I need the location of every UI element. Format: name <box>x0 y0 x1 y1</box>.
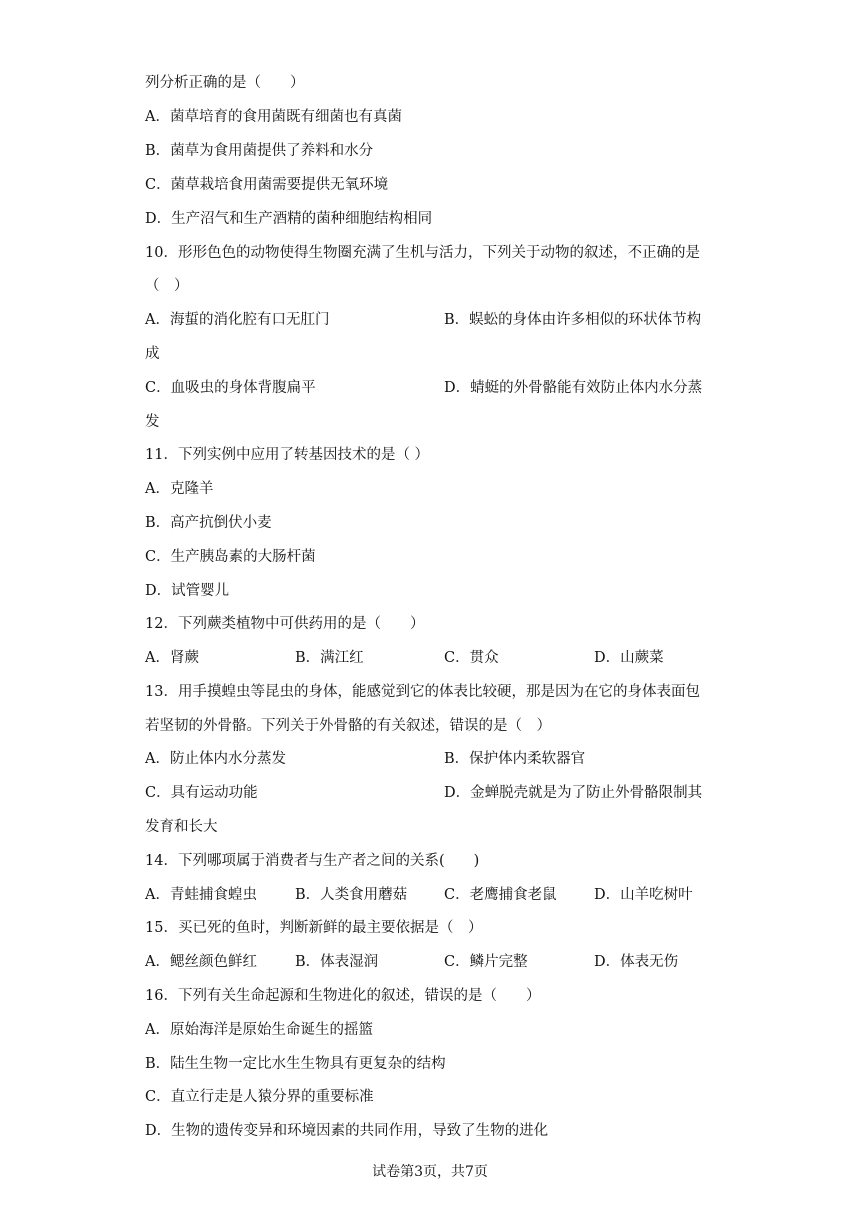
q10-option-c: C．血吸虫的身体背腹扁平 <box>145 380 316 396</box>
q16-option-b: B．陆生生物一定比水生生物具有更复杂的结构 <box>145 1056 446 1072</box>
q15-stem: 15．买已死的鱼时，判断新鲜的最主要依据是（ ） <box>145 920 483 936</box>
q12-stem: 12．下列蕨类植物中可供药用的是（ ） <box>145 616 425 632</box>
q11-option-a: A．克隆羊 <box>145 481 214 497</box>
q9-option-d: D．生产沼气和生产酒精的菌种细胞结构相同 <box>145 211 433 227</box>
q14-option-a: A．青蛙捕食蝗虫 <box>145 887 257 903</box>
q9-option-a: A．菌草培育的食用菌既有细菌也有真菌 <box>145 109 402 125</box>
q12-option-d: D．山蕨菜 <box>594 650 664 666</box>
q10-stem-line1: 10．形形色色的动物使得生物圈充满了生机与活力，下列关于动物的叙述，不正确的是 <box>145 245 700 261</box>
q11-option-d: D．试管婴儿 <box>145 583 230 599</box>
q15-option-c: C．鳞片完整 <box>444 954 528 970</box>
q14-option-b: B．人类食用蘑菇 <box>295 887 408 903</box>
q13-option-d-line2: 发育和长大 <box>145 819 218 835</box>
q11-option-c: C．生产胰岛素的大肠杆菌 <box>145 549 316 565</box>
q14-option-d: D．山羊吃树叶 <box>594 887 693 903</box>
q12-option-b: B．满江红 <box>295 650 364 666</box>
q15-option-b: B．体表湿润 <box>295 954 379 970</box>
q13-stem-line1: 13．用手摸蝗虫等昆虫的身体，能感觉到它的体表比较硬，那是因为在它的身体表面包 <box>145 684 700 700</box>
q15-option-d: D．体表无伤 <box>594 954 679 970</box>
q13-option-a: A．防止体内水分蒸发 <box>145 751 286 767</box>
q10-option-d-line2: 发 <box>145 414 160 430</box>
q16-option-d: D．生物的遗传变异和环境因素的共同作用，导致了生物的进化 <box>145 1123 549 1139</box>
q16-stem: 16．下列有关生命起源和生物进化的叙述，错误的是（ ） <box>145 988 541 1004</box>
q9-option-c: C．菌草栽培食用菌需要提供无氧环境 <box>145 177 389 193</box>
q13-option-d-line1: D．金蝉脱壳就是为了防止外骨骼限制其 <box>444 785 703 801</box>
q15-option-a: A．鳃丝颜色鲜红 <box>145 954 257 970</box>
q12-option-a: A．肾蕨 <box>145 650 199 666</box>
q12-option-c: C．贯众 <box>444 650 499 666</box>
q16-option-c: C．直立行走是人猿分界的重要标准 <box>145 1089 374 1105</box>
page-footer: 试卷第3页，共7页 <box>372 1164 488 1180</box>
q11-option-b: B．高产抗倒伏小麦 <box>145 515 272 531</box>
q9-option-b: B．菌草为食用菌提供了养料和水分 <box>145 143 374 159</box>
q10-option-b-line2: 成 <box>145 346 160 362</box>
q9-stem-tail: 列分析正确的是（ ） <box>145 75 305 91</box>
q10-option-a: A．海蜇的消化腔有口无肛门 <box>145 312 330 328</box>
q16-option-a: A．原始海洋是原始生命诞生的摇篮 <box>145 1022 373 1038</box>
q13-option-c: C．具有运动功能 <box>145 785 258 801</box>
q10-option-b-line1: B．蜈蚣的身体由许多相似的环状体节构 <box>444 312 702 328</box>
q13-stem-line2: 若坚韧的外骨骼。下列关于外骨骼的有关叙述，错误的是（ ） <box>145 718 551 734</box>
q14-option-c: C．老鹰捕食老鼠 <box>444 887 557 903</box>
q14-stem: 14．下列哪项属于消费者与生产者之间的关系( ) <box>145 853 480 869</box>
q11-stem: 11．下列实例中应用了转基因技术的是（ ） <box>145 447 430 463</box>
q10-option-d-line1: D．蜻蜓的外骨骼能有效防止体内水分蒸 <box>444 380 703 396</box>
q13-option-b: B．保护体内柔软器官 <box>444 751 586 767</box>
q10-stem-line2: （ ） <box>145 278 189 294</box>
